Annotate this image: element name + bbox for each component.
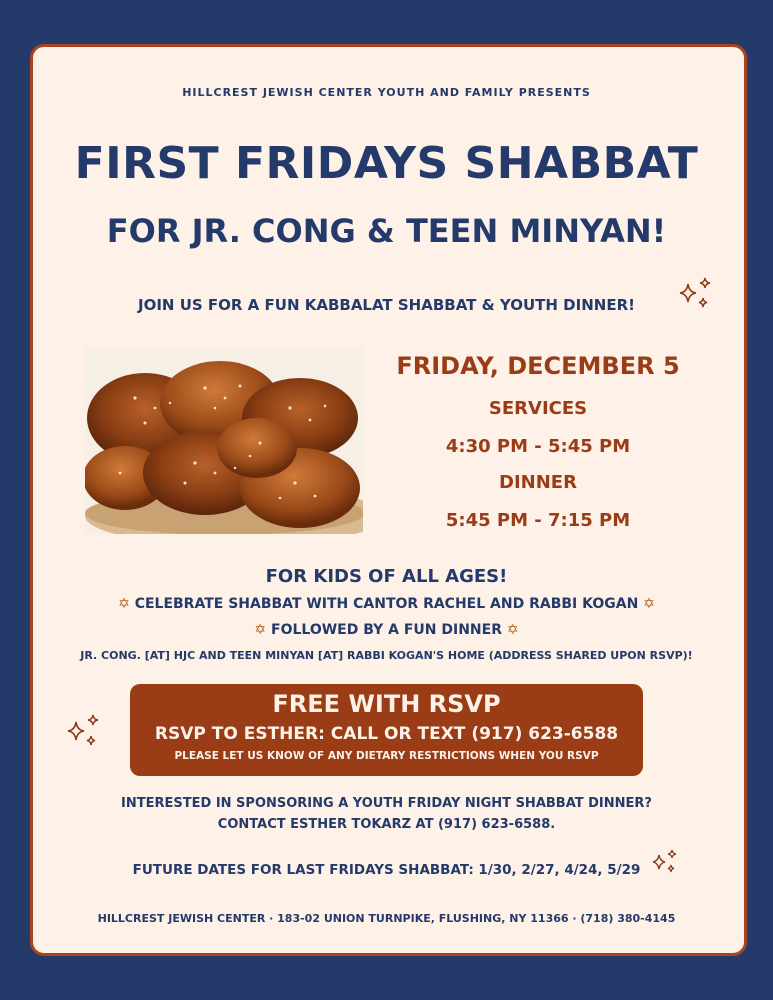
sponsor-line-2: CONTACT ESTHER TOKARZ AT (917) 623-6588. <box>217 817 556 832</box>
location-line: JR. CONG. [AT] HJC AND TEEN MINYAN [AT] RABBI KOGAN'S HOME (ADDRESS SHARED UPON RSVP)! <box>80 649 693 662</box>
star-of-david-icon: ✡ <box>254 622 267 638</box>
rsvp-contact: RSVP TO ESTHER: CALL OR TEXT (917) 623-6588 <box>154 724 619 744</box>
footer-address: HILLCREST JEWISH CENTER · 183-02 UNION TURNPIKE, FLUSHING, NY 11366 · (718) 380-4145 <box>97 912 676 925</box>
future-dates: FUTURE DATES FOR LAST FRIDAYS SHABBAT: 1/30, 2/27, 4/24, 5/29 <box>132 862 641 878</box>
rsvp-note: PLEASE LET US KNOW OF ANY DIETARY RESTRICTIONS WHEN YOU RSVP <box>174 750 599 762</box>
sparkle-icon <box>676 276 716 312</box>
dinner-time: 5:45 PM - 7:15 PM <box>445 510 631 531</box>
star-of-david-icon: ✡ <box>118 596 130 612</box>
dinner-line <box>0 622 773 638</box>
event-date: FRIDAY, DECEMBER 5 <box>396 352 680 380</box>
sparkle-icon <box>64 712 104 752</box>
challah-bread-photo <box>85 348 363 534</box>
services-time: 4:30 PM - 5:45 PM <box>445 436 631 457</box>
celebrate-text: CELEBRATE SHABBAT WITH CANTOR RACHEL AND RABBI KOGAN <box>134 596 639 612</box>
page-subtitle: FOR JR. CONG & TEEN MINYAN! <box>106 212 667 250</box>
tagline: JOIN US FOR A FUN KABBALAT SHABBAT & YOUTH DINNER! <box>138 296 635 314</box>
celebrate-line <box>0 596 773 612</box>
audience-heading: FOR KIDS OF ALL AGES! <box>265 566 508 587</box>
services-label: SERVICES <box>488 398 588 419</box>
page-title: FIRST FRIDAYS SHABBAT <box>74 138 699 189</box>
presenter-line: HILLCREST JEWISH CENTER YOUTH AND FAMILY PRESENTS <box>182 86 591 99</box>
dinner-label: DINNER <box>499 472 577 493</box>
star-of-david-icon: ✡ <box>643 596 655 612</box>
sponsor-line-1: INTERESTED IN SPONSORING A YOUTH FRIDAY NIGHT SHABBAT DINNER? <box>121 796 652 811</box>
dinner-text: FOLLOWED BY A FUN DINNER <box>271 622 502 638</box>
rsvp-headline: FREE WITH RSVP <box>272 690 501 718</box>
star-of-david-icon: ✡ <box>506 622 519 638</box>
rsvp-box <box>130 684 643 776</box>
